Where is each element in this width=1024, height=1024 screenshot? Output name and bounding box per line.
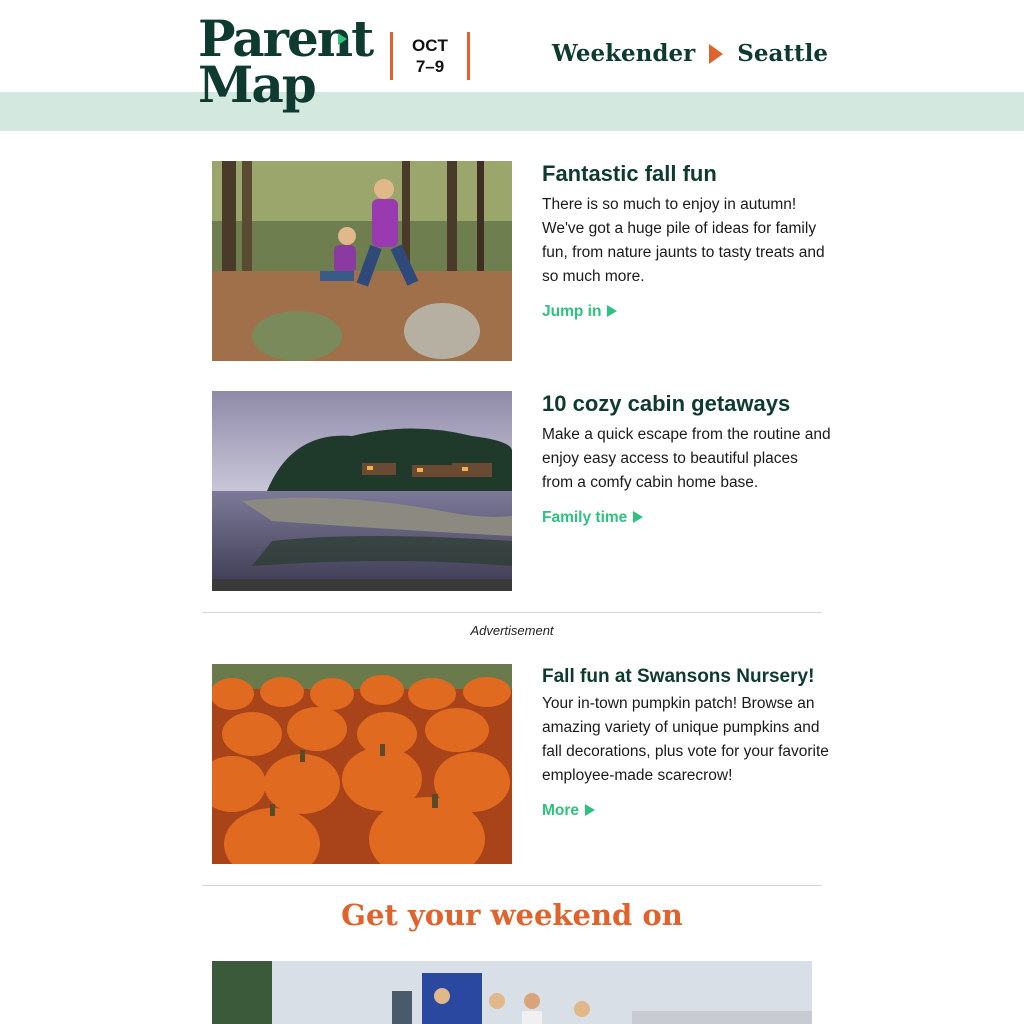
story-photo-forest-kids[interactable]	[212, 161, 512, 361]
more-link[interactable]	[542, 802, 595, 820]
date-range: 7–9	[415, 57, 445, 76]
ad-title[interactable]: Fall fun at Swansons Nursery!	[542, 666, 815, 687]
divider	[202, 612, 822, 613]
play-arrow-icon	[607, 305, 617, 317]
story-body: Make a quick escape from the routine and enjoy easy access to beautiful places from a comfy cabin home base.	[542, 426, 831, 491]
edition-city: Seattle	[737, 40, 828, 67]
edition-name: Weekender	[551, 40, 696, 67]
play-arrow-icon	[585, 804, 595, 816]
feature-photo-playground[interactable]	[212, 961, 812, 1024]
logo-triangle-icon	[338, 33, 347, 45]
story-photo-cabins[interactable]	[212, 391, 512, 591]
email-header	[0, 0, 1024, 131]
story-body: There is so much to enjoy in autumn! We've got a huge pile of ideas for family fun, from nature jaunts to tasty treats and so much more.	[542, 196, 825, 285]
section-title: Get your weekend on	[341, 898, 683, 932]
play-arrow-icon	[633, 511, 643, 523]
ad-text	[542, 664, 832, 820]
ad-body: Your in-town pumpkin patch! Browse an amazing variety of unique pumpkins and fall decorations, plus vote for your favorite employee-made scarecrow!	[542, 695, 829, 784]
divider	[202, 885, 822, 886]
cta-label: Family time	[542, 509, 628, 526]
story-text	[542, 391, 832, 527]
story-title[interactable]: 10 cozy cabin getaways	[542, 391, 791, 416]
story-text	[542, 161, 832, 321]
play-arrow-icon	[709, 44, 723, 64]
advertisement-label: Advertisement	[470, 623, 554, 638]
jump-in-link[interactable]	[542, 303, 617, 321]
date-month: OCT	[412, 36, 448, 55]
logo-line-2: Map	[198, 55, 315, 114]
ad-photo-pumpkins[interactable]	[212, 664, 512, 864]
family-time-link[interactable]	[542, 509, 643, 527]
parentmap-logo[interactable]	[198, 9, 373, 114]
date-badge	[390, 32, 470, 80]
edition-label	[552, 40, 828, 67]
story-title[interactable]: Fantastic fall fun	[542, 161, 717, 186]
logo-line-1: Parent	[198, 9, 373, 68]
cta-label: Jump in	[542, 303, 602, 320]
cta-label: More	[542, 802, 580, 819]
